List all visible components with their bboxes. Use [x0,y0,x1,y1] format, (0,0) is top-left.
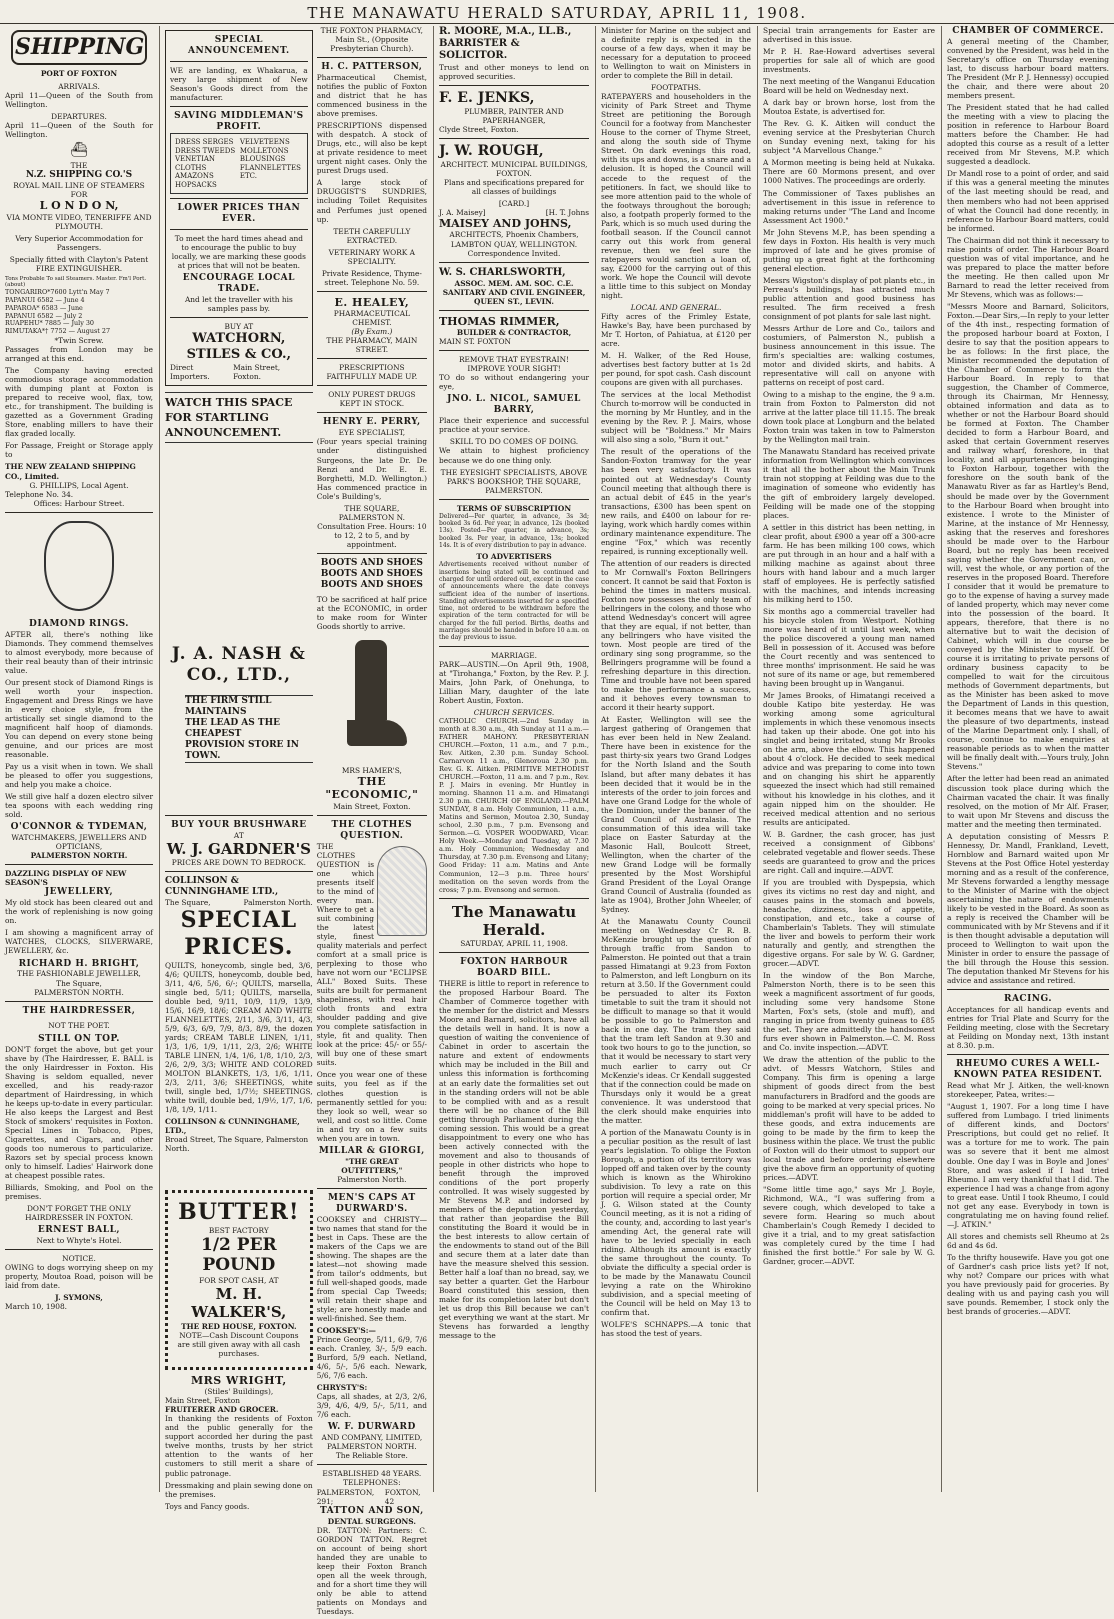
nz-via: VIA MONTE VIDEO, TENERIFFE AND PLYMOUTH. [6,212,152,231]
nz-company: THE NEW ZEALAND SHIPPING CO., Limited. [5,462,136,481]
veterinary: VETERINARY WORK A SPECIALITY. [328,247,416,266]
rimmer-sub: BUILDER & CONTRACTOR, [456,328,572,338]
diamond-trade: WATCHMAKERS, JEWELLERS AND OPTICIANS, [11,833,147,852]
jenks-name: F. E. JENKS, [439,89,535,106]
jenks-sub: PLUMBER, PAINTER AND PAPERHANGER, [464,106,564,125]
collinson2-name: COLLINSON & CUNNINGHAME, LTD., [165,1117,300,1136]
encourage-text: And let the traveller with his samples pass by. [184,295,293,314]
butter-price: 1/2 PER POUND [201,1234,277,1276]
local-item: The result of the operations of the Sandon-Foxton tramway for the year has been very satisfactory. It was pointed out at Wednesday's County Council meeting that although there is an actual debit of £45 in the year's transactions, £300 has been spent on new rails, and £400 on labour for re-laying, work which hardly comes within ordinary maintenance expenditure. The engine "Fox," which was recently repaired, is running exceptionally well. [601,447,751,556]
wright-sub: (Stiles' Buildings), [204,1387,274,1397]
minister-text: Minister for Marine on the subject and a definite reply is expected in the course of a few days, when it may be necessary for a deputation to proceed to Wellington to wait on Ministers in order to complete the Bill in detail. [601,26,751,81]
butter-title: BUTTER! [178,1198,300,1225]
goods-item: AMAZONS [175,172,214,181]
departures-heading: DEPARTURES. [51,111,107,121]
saving-heading: SAVING MIDDLEMAN'S PROFIT. [174,111,304,133]
card-label: [CARD.] [498,199,530,208]
shipping-logo: SHIPPING [11,30,147,65]
eyestrain-heading: REMOVE THAT EYESTRAIN! IMPROVE YOUR SIGHT! [458,355,570,374]
sailing-row: PAPAROA* 6583 — June [5,303,83,312]
column-6 [758,26,940,1492]
terms-heading: TERMS OF SUBSCRIPTION [456,503,572,513]
steamship-icon: ⛴ [70,142,88,159]
twin-screw-note: *Twin Screw. [54,336,104,346]
local-item: A portion of the Manawatu County is in a peculiar position as the result of last year's legislation. To oblige the Foxton Borough, a portion of its territory was lopped off and taken over by the county which is known as the Whirokino subdivision. To levy a rate on this portion will require a special order, Mr J. G. Wilson stated at the County Council meeting, as it is not a riding of the county, and, according to last year's amending Act, the general rate will have to be levied specially in each riding. Although its amount is exactly the same throughout the county. To obviate the difficulty a special order is to be made by the Manawatu Council levying a rate on the Whirokino subdivision, and a special meeting of the Council will be held on May 13 to confirm that. [601,1127,751,1318]
special-announcement: SPECIAL ANNOUNCEMENT. [188,35,290,56]
news-item: A settler in this district has been netting, in clear profit, about £900 a year off a 300-acre farm. He has been milking 100 cows, which are put through in an hour and a half with a milking machine as against about three hours with hand labour and a much larger staff of employees. He is perfectly satisfied with the machines, and intends increasing his milking herd to 150. [763,522,935,604]
news-item: Owing to a mishap to the engine, the 9 a.m. train from Foxton to Palmerston did not arrive at the latter place till 11.15. The break down took place at Longburn and the belated Foxton train was taken in tow to Palmerston by the Wellington mail train. [763,390,935,445]
footpaths-text: RATEPAYERS and householders in the vicinity of Park Street and Thyme Street are petitioning the Borough Council for a footway from Manchester House to the corner of Thyme Street, and along the south side of Thyme Street. On dark evenings this road, with its ups and downs, is a snare and a delusion. It is hoped the Council will accede to the request of the petitioners. In fact, we should like to see more attention paid to the whole of the footways throughout the borough; also, a footpath properly formed to the Park, which is so much used during the football season. If the Council cannot carry out this work from general revenue, then we feel sure the ratepayers would sanction a loan of, say, £2000 for the carrying out of this work. We hope the Council will devote a little time to this subject on Monday night. [601,92,752,300]
wolfe-advert: WOLFE'S SCHNAPPS.—A tonic that has stood the test of years. [601,1320,751,1339]
patterson-p2: PRESCRIPTIONS dispensed with despatch. A stock of Drugs, etc., will also be kept at private residence to meet urgent night cases. Only the purest Drugs used. [316,121,427,176]
christy-heading: CHRYSTY'S: [316,1383,368,1393]
millar-sub: "THE GREAT OUTFITTERS," [341,1156,403,1175]
news-item: Mr James Brooks, of Himatangi received a double Katipo bite yesterday. He was working among some agricultural implements in which these venomous insects had taken up their abode. One got into his singlet and being irritated, stung Mr Brooks on the arm, above the elbow. This happened about 4 o'clock. He decided to seek medical advice and was preparing to come into town and on changing his shirt he apparently squeezed the insect which had still remained without his knowledge in his clothes, and it again nipped him on the shoulder. He received medical attention and no serious results are anticipated. [763,691,935,827]
special-text: WE are landing, ex Whakarua, a very large shipment of New Season's Goods direct from the manufacturer. [170,65,308,103]
chamber-text: A deputation consisting of Messrs P. Hennessy, Dr. Mandl, Frankland, Levett, Hornblow and Barnard waited upon Mr Stevens at the Post Office Hotel yesterday morning and as a result of the conference, Mr Stevens forwarded a lengthy message to the Minister of Marine with the object ascertaining the nature of endowments likely to be vested in the Board. As soon as a reply is received the Chamber will be communicated with by Mr Stevens and if it is then thought advisable a deputation will proceed to Wellington to wait upon the Minister in order to ensure the passage of the bill through the House this session. The deputation thanked Mr Stevens for his advice and assistance and retired. [947,831,1109,986]
brushware-at: AT [233,830,244,840]
nz-london: L O N D O N, [39,199,119,213]
boots-text: TO be sacrificed at half price at the ECONOMIC, in order to make room for Winter Goods shortly to arrive. [316,594,427,631]
wright-dressmaking: Dressmaking and plain sewing done on the premises. [165,1480,313,1499]
patterson-p1: Pharmaceutical Chemist, notifies the public of Foxton and district that he has commenced business in the above premises. [316,73,427,119]
marriage-heading: MARRIAGE. [491,650,537,660]
news-item: In the window of the Bon Marche, Palmerston North, there is to be seen this week a magnificent assortment of fur goods, including some very handsome Stone Marten, Fox's sets, (stole and muff), and ranging in price from twenty guineas to £85 the set. They are admittedly the handsomest furs ever shown in Palmerston.—C. M. Ross and Co. invite inspection.—ADVT. [763,971,935,1053]
news-item: Mr John Stevens M.P., has been spending a few days in Foxton. His health is very much improved of late and he gives promise of putting up a great fight at the forthcoming general election. [763,227,935,273]
goods-item: HOPSACKS [175,180,217,189]
news-item: A dark bay or brown horse, lost from the Moutoa Estate, is advertised for. [763,98,935,117]
diamond-p3: Pay us a visit when in town. We shall be pleased to offer you suggestions, and help you make a choice. [5,762,153,790]
watch-line: WATCH THIS SPACE [165,396,293,410]
departures-text: April 11—Queen of the South for Wellington. [5,120,153,140]
butter-cash: FOR SPOT CASH, AT [199,1276,279,1286]
purest-drugs: ONLY PUREST DRUGS KEPT IN STOCK. [328,390,416,409]
rheumo-text: "August 1, 1907. For a long time I have suffered from Lumbago. I tried liniments of different kinds, and Doctors' Prescriptions, but could get no relief. It was a torture for me to work. The pain was so severe that it bent me almost double. One day I was in Boyle and Jones' Store, and was asked if I had tried Rheumo. I am very thankful that I did. The experience I had was a change from agony to great ease. Until I took Rheumo, I could not get any ease. Everybody in town is congratulating me on having found relief. —J. ATKIN." [947,1102,1109,1229]
column-2 [160,26,432,1616]
clothes-heading: THE CLOTHES QUESTION. [331,819,413,841]
nz-passages: Passages from London may be arranged at this end. [5,345,153,364]
diamond-firm: O'CONNOR & TYDEMAN, [10,822,148,833]
healey-by: (By Exam.) [351,327,393,337]
local-item: Fifty acres of the Frimley Estate, Hawke's Bay, have been purchased by Mr T. Horton, of Pahiatua, at £120 per acre. [601,311,751,349]
footpaths-heading: FOOTPATHS. [651,83,701,93]
wright-heading: FRUITERER AND GROCER. [165,1405,279,1415]
goods-item: FLANNELETTES [239,163,301,172]
rheumo-text: All stores and chemists sell Rheumo at 2s 6d and 4s 6d. [947,1231,1109,1250]
diamond-p1: AFTER all, there's nothing like Diamonds. They commend themselves to almost everybody, more because of their real beauty than of their intrinsic value. [5,629,153,675]
nz-for: FOR [70,190,88,200]
maisey-sub: ARCHITECTS, Phoenix Chambers, LAMBTON QUAY, WELLINGTON. [449,230,579,249]
maisey-right: [H. T. Johns [545,208,589,218]
hairdresser-p2: Billiards, Smoking, and Pool on the premises. [5,1183,153,1202]
healey-sub: PHARMACEUTICAL CHEMIST. [333,309,410,328]
special-prices: SPECIAL PRICES. [180,907,298,960]
notice-title: NOTICE. [62,1254,96,1264]
watch-line: ANNOUNCEMENT. [165,426,282,440]
hairdresser-heading: STILL ON TOP. [38,1033,120,1044]
tatton-established: ESTABLISHED 48 YEARS. [322,1469,422,1479]
news-item: The Manawatu Standard has received private information from Wellington which convinces it that all the bother about the Main Trunk train not stopping at Feilding was due to the imagination of someone who evidently has the gift of embroidery largely developed. Feilding will be made one of the stopping places. [763,447,935,520]
diamond-town: PALMERSTON NORTH. [30,851,128,861]
millar-name: MILLAR & GIORGI, [318,1145,425,1156]
watch-this-space [165,392,313,443]
nz-the: THE [70,161,88,171]
column-7 [942,26,1114,1492]
nash-slogan [185,695,313,763]
chamber-text: The Chairman did not think it necessary to raise points of order. The Harbour Board question was of vital importance, and he was prepared to place the matter before the meeting. He then called upon Mr Barnard to read the letter received from Mr Stevens, which was as follows:— [947,235,1109,299]
arrivals-heading: ARRIVALS. [58,81,100,91]
moore-text: Trust and other moneys to lend on approved securities. [439,62,589,81]
rough-name: J. W. ROUGH, [439,142,544,159]
local-item: The attention of our readers is directed to Mr Cornwall's Foxton Bellringers concert. It cannot be said that Foxton is behind the times in matters musical. Foxton now possesses the only team of bellringers in the colony, and those who attend Wednesday's concert will agree that they are equal, if not better, than any bellringers who have visited the town. Most people are tired of the ordinary sing song programme, so the Bellringers programme will be found a refreshing departure in this direction. Time and trouble have not been spared to make the performance a success, and it behoves every townsman to accord it their hearty support. [601,558,751,713]
patterson-p3: A large stock of DRUGGIST'S SUNDRIES, including Toilet Requisites and Perfumes just opened up. [316,178,427,224]
maisey-left: J. A. Maisey] [439,208,486,218]
nash-line: THE LEAD AS THE CHEAPEST [185,718,280,740]
racing-text: Acceptances for all handicap events and entries for Trial Plate and Scurry for the Feilding meeting, close with the Secretary at Feilding on Monday next, 13th instant at 8.30. p.m. [947,1005,1109,1051]
eyesight-specialists: THE EYESIGHT SPECIALISTS, ABOVE PARK'S BOOKSHOP, THE SQUARE, PALMERSTON. [440,467,588,495]
goods-list [170,133,308,194]
wright-toys: Toys and Fancy goods. [165,1501,250,1511]
foxton-pharmacy: THE FOXTON PHARMACY, Main St., (Opposite Presbyterian Church). [320,26,424,54]
walker-name: M. H. WALKER'S, [191,1285,287,1322]
sailing-row: PAPANUI 6582 — June 4 [5,296,85,304]
caps-text: COOKSEY and CHRISTY—two names that stand for the best in Caps. These are the makers of the Caps we are showing. The shapes are the latest—not showing made from tailor's oddments, but full well-shaped goods, made from special Cap Tweeds; will retain their shape and style; are honestly made and well-finished. See them. [316,1214,427,1324]
notice-name: J. SYMONS, [55,1293,103,1303]
nash-line: THE FIRM STILL MAINTAINS [185,696,272,718]
tatton-tel-foxton: FOXTON, 42 [384,1487,421,1506]
maisey-name: MAISEY AND JOHNS, [439,217,572,231]
diamond-p4: We still give half a dozen electro silver tea spoons with each wedding ring sold. [5,792,153,820]
marriage-text: PARK—AUSTIN.—On April 9th, 1908, at "Tirohanga," Foxton, by the Rev. P. J. Mairs, John Park, of Onehunga, to Lillian Mary, daughter of the late Robert Austin, Foxton. [439,659,589,705]
news-item: Six months ago a commercial traveller had his bicycle stolen from Westport. Nothing more was heard of it until last week, when the police discovered a young man named Bell in possession of it. Accused was before the Court recently and was sentenced to three months' imprisonment. He said he was not sure of its name or age, but remembered having been brought up in Wanganui. [763,606,935,689]
collinson-square: The Square, [165,897,211,907]
boot-icon [337,640,407,760]
sailing-row: TONGARIRO*7600 Lytt'n May 7 [5,288,110,297]
nz-offices: Offices: Harbour Street. [33,498,125,508]
tatton-text: DR. TATTON: Partners: C. GORDON TATTON. Regret on account of being short handed they are unable to keep their Foxton Branch open all the week through, and for a short time they will only be able to attend patients on Mondays and Tuesdays. [316,1525,427,1616]
clothes-text: THE CLOTHES QUESTION is one which presents itself to the mind of every man. Where to get a suit combining the latest style, finest quality materials and perfect comfort at a small price is perplexing to those who have not worn our "ECLIPSE ALL" Boxed Suits. These suits are built for permanent shapeliness, with real hair cloth fronts and extra shoulder padding and give you complete satisfaction in style, fit and quality. Then look at the price: 45/- or 55/- will buy one of these smart suits. [316,841,427,1068]
notice-date: March 10, 1908. [5,1302,68,1312]
charlsworth-sub: ASSOC. MEM. AM. SOC. C.E. SANITARY AND CIVIL ENGINEER, QUEEN ST., LEVIN. [442,278,586,306]
goods-item: MOLLETONS [239,146,289,155]
chamber-heading: CHAMBER OF COMMERCE. [952,26,1104,36]
boots-line: BOOTS AND SHOES [320,557,423,568]
watchorn-importers: Direct Importers. [170,363,210,382]
news-item: Special train arrangements for Easter are advertised in this issue. [763,26,935,45]
perry-text: (Four years special training under distinguished Surgeons, the late Dr. De Renzi and Dr. E. E. Borghetti, M.D. Wellington.) Has commenced practice in Cole's Building's, [316,437,427,501]
hairdresser-name: ERNEST BALL, [37,1225,121,1236]
tatton-telephones: TELEPHONES: [343,1478,401,1488]
diamond-ring-icon [44,521,114,611]
terms-text: Delivered—Per quarter, in advance, 3s 3d; booked 3s 6d. Per year, in advance, 12s (booked 13s). Posted—Per quarter, in advance, 3s; booked 3s. Per year, in advance, 13s; booked 14s. It is of every distribution to pay in advance. [439,512,589,549]
nz-title: N.Z. SHIPPING CO.'S [25,170,133,181]
nash-name: J. A. NASH & CO., LTD., [171,643,306,685]
boots-line: BOOTS AND SHOES [320,568,423,579]
durward-name: W. F. DURWARD [327,1422,416,1433]
goods-item: VENETIAN CLOTHS [175,155,216,172]
arrivals-text: April 11—Queen of the South from Wellington. [5,90,153,109]
economic-name: THE "ECONOMIC," [325,774,419,802]
news-item: A Mormon meeting is being held at Nukaka. There are 60 Mormons present, and over 1000 Natives. The proceedings are orderly. [763,158,935,186]
rheumo-heading: RHEUMO CURES A WELL-KNOWN PATEA RESIDENT. [953,1059,1103,1081]
jewellery-firm: RICHARD H. BRIGHT, [18,958,140,969]
lower-prices: LOWER PRICES THAN EVER. [177,203,301,225]
tatton-name: TATTON AND SON, [319,1505,424,1516]
local-general-heading: LOCAL AND GENERAL. [630,302,722,312]
perry-hours: Consultation Free. Hours: 10 to 12, 2 to 5, and by appointment. [317,521,427,549]
jewellery-town: PALMERSTON NORTH. [34,987,124,997]
butter-best: BEST FACTORY [208,1225,269,1235]
chamber-text: The President stated that he had called the meeting with a view to placing the position in reference to Harbour Board matters before the Chamber. He had adopted this course as a result of a letter received from Mr Stevens, M.P. which suggested a deadlock. [947,103,1109,167]
news-item: Messrs Arthur de Lore and Co., tailors and costumiers, of Palmerston N., publish a business announcement in this issue. The firm's specialties are: walking costumes, motor and divided skirts, and habits. A representative will call on anyone with patterns on receipt of post card. [763,323,935,388]
hairdresser-sub: NOT THE POET. [48,1020,110,1030]
correspondence: Correspondence Invited. [467,248,561,258]
encourage-heading: ENCOURAGE LOCAL TRADE. [182,273,295,295]
skill-heading: SKILL TO DO COMES OF DOING. [449,437,579,447]
church-heading: CHURCH SERVICES. [473,707,555,717]
lower-text: To meet the hard times ahead and to encourage the public to buy locally, we are marking these goods at prices that will not be beaten. [171,234,306,271]
eyestrain-text: TO do so without endangering your eye, [439,373,589,392]
news-item: Mr P. H. Rae-Howard advertises several properties for sale all of which are good investments. [763,47,935,75]
hamer-name: MRS HAMER'S, [341,765,402,775]
special-prices-list: QUILTS, honeycomb, single bed, 3/6, 4/6; QUILTS, honeycomb, double bed, 3/11, 4/6, 5/6, 6/-; QUILTS, marsella, single bed, 5/11; QUILTS, marsella, double bed, 9/11, 10/9, 11/9, 13/9, 15/6, 16/9, 18/6; CREAM AND WHITE FLANNELETTES, 2/11, 3/6, 3/11, 4/3, 5/9, 6/3, 6/9, 7/9, 8/3, 8/9, the dozen yards; CREAM TABLE LINEN, 1/11, 1/3, 1/6, 1/9, 1/11, 2/3, 2/6; WHITE TABLE LINEN, 1/4, 1/6, 1/8, 1/10, 2/3, 2/6, 2/9, 3/3; WHITE AND COLORED MOLTON BLANKETS, 1/3, 1/6, 1/11, 2/3, 2/11, 3/6; SHEETINGS, white twill, single bed, 1/7½; SHEETINGS, white twill, double bed, 1/9½, 1/7, 1/6, 1/8, 1/9, 1/11. [165,960,313,1115]
sailing-row: RUAPEHU* 7885 — July 30 [5,319,94,328]
news-item: The Commissioner of Taxes publishes an advertisement in this issue in reference to making returns under "The Land and Income Assessment Act 1900." [763,188,935,225]
sailing-table [5,276,153,336]
jewellery-title: JEWELLERY, [44,887,114,898]
hairdresser-p3: DON'T FORGET THE ONLY HAIRDRESSER IN FOXTON. [25,1204,133,1223]
rimmer-name: THOMAS RIMMER, [439,314,560,328]
goods-item: BLOUSINGS [239,155,286,164]
local-item: M. H. Walker, of the Red House, advertises best factory butter at 1s 2d per pound, for spot cash. Cash discount coupons are given with all purchases. [601,351,751,388]
sailing-row: RIMUTAKA*† 7752 — August 27 [5,327,111,336]
nash-line: PROVISION STORE IN TOWN. [185,740,299,762]
nicol-text: Place their experience and successful practice at your service. [439,416,589,435]
column-4 [434,26,594,1492]
advertisers-text: Advertisements received without number of insertions being stated will be continued and charged for until ordered out, except in the case of announcements where the date conveys sufficient idea of the number of insertions. Standing advertisements inserted for a specified time, not ordered to be withdrawn before the expiration of the term contracted for will be charged for the full period. Births, deaths and marriages should be handed in before 10 a.m. on the day previous to issue. [439,561,589,642]
patterson-name: H. C. PATTERSON, [321,62,423,73]
rheumo-text: Read what Mr J. Aitken, the well-known storekeeper, Patea, writes:— [947,1081,1109,1100]
goods-item: DRESS SERGES [175,138,234,146]
jewellery-addr: The Square, [56,978,102,988]
tatton-tel-palmerston: PALMERSTON, 291; [316,1487,375,1506]
wright-name: MRS WRIGHT, [190,1373,287,1387]
nz-accommodation: Very Superior Accommodation for Passengers. [15,233,143,252]
charlsworth-name: W. S. CHARLSWORTH, [439,266,566,278]
caps-heading: MEN'S CAPS AT DURWARD'S. [328,1192,416,1214]
economic-address: Main Street, Foxton. [333,801,411,811]
local-item: At the Manawatu County Council meeting on Wednesday Cr R. B. McKenzie brought up the question of through traffic from Sandon to Palmerston. He pointed out that a train passed Himatangi at 9.23 from Foxton to Palmerston, and left Longburn on its return at 3.50. If the Government could be persuaded to alter its Foxton timetable to suit the tram it should not be difficult to manage so that it would be possible to go to Palmerston and back in one day. The tram they said that the tram left Sandon at 9.30 and took two hours to go to the junction, so that it would be necessary to start very much earlier to carry out Cr McKenzie's ideas. Cr Kendall suggested that if the connection could be made on Thursdays only it would be a great convenience. It was understood that the clerk should make enquiries into the matter. [601,917,751,1125]
watchorn-address: Main Street, Foxton. [233,363,281,382]
racing-heading: RACING. [1003,994,1053,1005]
jenks-address: Clyde Street, Foxton. [439,124,519,134]
millar-town: Palmerston North. [337,1174,407,1184]
church-text: CATHOLIC CHURCH.—2nd Sunday in month at 8.30 a.m., 4th Sunday at 11 a.m.—FATHER MAHONY. PRESBYTERIAN CHURCH.—Foxton, 11 a.m., and 7 p.m., Rev. Aitken, 2.30 p.m. Sunday School. Carnarvon 11 a.m., Glenoroua 2.30 p.m. Rev. G. K. Aitken. PRIMITIVE METHODIST CHURCH.—Foxton, 11 a.m. and 7 p.m., Rev. P. J. Mairs in evening. Mr Huntley in morning. Shannon 11 a.m. and Himatangi 2.30 p.m. CHURCH OF ENGLAND.—PALM SUNDAY, 8 a.m. Holy Communion, 11 a.m., Matins and Sermon, Moutoa 2.30, Sunday school, 2.30 p.m., 7 p.m. Evensong and Sermon.—G. VOSPER WOODWARD, Vicar. Holy Week.—Monday and Tuesday, at 7.30 a.m. Holy Communion; Wednesday and Thursday, at 7.30 p.m. Evensong and Litany; Good Friday: 11 a.m. Matins and Ante Communion, 12—3 p.m. Three hours' meditation on the seven words from the cross; 7 p.m. Evensong and sermon. [439,716,589,894]
gardner-prices: PRICES ARE DOWN TO BEDROCK. [171,858,306,868]
advertisers-heading: TO ADVERTISERS [476,552,552,562]
news-item: W. B. Gardner, the cash grocer, has just received a consignment of Gibbons' celebrated vegetable and flower seeds. These seeds are guaranteed to grow and the prices are right. Call and inquire.—ADVT. [763,829,935,875]
moore-name: R. MOORE, M.A., LL.B., BARRISTER & SOLICITOR. [439,26,572,62]
collinson2-address: Broad Street, The Square, Palmerston North. [165,1135,309,1154]
nz-line: ROYAL MAIL LINE OF STEAMERS [13,181,145,191]
harbour-heading: FOXTON HARBOUR BOARD BILL. [460,957,568,979]
harbour-text: THERE is little to report in reference to the proposed Harbour Board. The Chamber of Commerce together with the member for the district and Messrs Moore and Barnard, solicitors, have all the details well in hand. It is now a question of waiting the convenience of Cabinet in order to ascertain the nature and extent of endowments which may be included in the Bill and unless this information is forthcoming at an early date the formalities set out in the standing orders will not be able to be complied with and as a result there will be no chance of the Bill getting through Parliament during the coming session. This would be a great disappointment to every one who has been actively connected with the movement and also to thousands of people in other districts who hope to benefit through the improved conditions of the port properly controlled. It was wisely suggested by Mr Stevens M.P. and indorsed by members of the deputation yesterday, that rather than jeopardise the Bill constituting the Board it would be in the best interests to allow certain of the endowments to stand out of the Bill and secure them at a later date than have the measure shelved this session. Better half a loaf than no bread, say, we say better a quarter. Get the Harbour Board constituted this session, then make for its completion later but don't let us drop this Bill because we can't get everything we want at the start. Mr Stevens has forwarded a lengthy message to the [439,979,589,1341]
news-item: The next meeting of the Wanganui Education Board will be held on Wednesday next. [763,77,935,96]
herald-title: The Manawatu Herald. [451,902,577,939]
diamond-p2: Our present stock of Diamond Rings is well worth your inspection. Engagement and Dress Rings we have in every choice style, from the artistically set single diamond to the magnificent half hoop of diamonds. You can depend on every stone being genuine, and our prices are most reasonable. [5,677,153,759]
jewellery-heading: DAZZLING DISPLAY OF NEW SEASON'S [5,869,127,888]
clothes-text-2: Once you wear one of these suits, you feel as if the clothes question is permanently settled for you: they look so well, wear so well, and cost so little. Come in and try on a few suits when you are in town. [316,1070,427,1143]
walker-note: NOTE—Cash Discount Coupons are still given away with all cash purchases. [177,1330,301,1358]
watchorn-name: WATCHORN, STILES & CO., [186,331,292,363]
goods-item: ETC. [239,172,257,181]
local-item: The services at the local Methodist Church to-morrow will be conducted in the morning by Mr Huntley, and in the evening by the Rev. P. J. Mairs, whose subject will be "Boldness." Mr Mairs will also sing a solo, "Burn it out." [601,390,751,445]
private-residence: Private Residence, Thyme-street. Telephone No. 59. [321,268,422,287]
masthead: THE MANAWATU HERALD SATURDAY, APRIL 11, 1908. [0,0,1114,24]
boots-line: BOOTS AND SHOES [320,579,423,590]
hairdresser-title: THE HAIRDRESSER, [22,1005,136,1016]
news-item: Messrs Wigston's display of pot plants etc., in Perreau's buildings, has attracted much public attention and good business has resulted. The firm received a fresh consignment of pot plants for sale last night. [763,275,935,321]
herald-date: SATURDAY, APRIL 11, 1908. [460,939,568,949]
wright-text: In thanking the residents of Foxton and the public generally for the support accorded her during the past twelve months, trusts by her strict attention to the wants of her customers to still merit a share of public patronage. [165,1414,313,1478]
goods-item: DRESS TWEEDS [175,146,236,155]
chamber-text: "Messrs Moore and Barnard, Solicitors, Foxton.—Dear Sirs,—In reply to your letter of the 4th inst., respecting formation of the proposed harbour board at Foxton, I desire to say that the position appears to be as follows: In the first place, the Minister recommended the deputation of the Chamber of Commerce to form the Harbour Board. In reply to that suggestion, the Chamber of Commerce, through its Chairman, Mr Hennessy, obtained information and data as to whether or not the Harbour Board should be formed at Foxton. The Chamber decided to form a Harbour Board, and asked that certain Government reserves and railway wharf, foreshore, in that locality, and all appurtenances belonging to Foxton Harbour, together with the foreshore on the south bank of the Manawatu River as far as Hartley's Bend, should be made over by the Government to the Harbour Board when brought into existence. I wrote to the Minister of Marine, at the instance of Mr Hennessy, asking that the reserves and foreshores should be made over to the Harbour Board, but no reply has been received saying whether the Government can, or will, vest the whole, or any portion of the reserves in the proposed Board. Therefore I consider that it would be premature to go to the expense of having a survey made of landed property, which may never come into the possession of the board. It appears, therefore, that there is no alternative but to wait the decision of Cabinet, which will in due course be conveyed by the Minister to myself. Of course it is irritating to private persons of ordinary business capacity to be compelled to wait for the circuitous methods of Government departments, but as the Minister has been asked to move the Department of Lands in this question, it becomes means that we have to await the pleasure of two departments, instead of the Marine Department only. I shall, of course, continue to make enquiries at reasonable periods as to when the matter will be finally dealt with.—Yours truly, John Stevens." [947,301,1109,772]
goods-item: VELVETEENS [239,138,290,146]
notice-text: OWING to dogs worrying sheep on my property, Moutoa Road, poison will be laid from date. [5,1263,153,1291]
local-item: At Easter, Wellington will see the largest gathering of Orangemen that has ever been held in New Zealand. There have been in existence for the past thirty-six years two Grand Lodges for the North Island and the South Island, but after many debates it has been decided that it would be in the interests of the order to join forces and have one Grand Lodge for the whole of the Dominion, under the banner of the Grand Council of Australasia. The consummation of this idea will take place on Easter Saturday at the Masonic Hall, Boulcott Street, Wellington, when the charter of the new Grand Lodge will be formally presented by the Most Worshipful Grand President of the Loyal Orange Grand Council of Australia (founded as late as 1904), Brother John Wheeler, of Sydney. [601,715,751,914]
perry-addr: THE SQUARE, PALMERSTON N. [338,503,405,522]
rheumo-text: To the thrifty housewife. Have you got one of Gardner's cash price lists yet? If not, why not? Compare our prices with what you have previously paid for groceries. By dealing with us and paying cash you will save pounds. Remember, I stock only the best brands of groceries.—ADVT. [947,1252,1109,1316]
collinson-name: COLLINSON & CUNNINGHAME LTD., [165,876,279,898]
durward-sub: AND COMPANY, LIMITED, PALMERSTON NORTH. [321,1433,423,1452]
nicol-barry: JNO. L. NICOL, SAMUEL BARRY, [447,394,581,416]
chamber-text: After the letter had been read an animated discussion took place during which the Chairman vacated the chair. It was finally resolved, on the motion of Mr Alf. Fraser, to wait upon Mr Stevens and discuss the matter and the meeting then terminated. [947,774,1109,829]
jewellery-p1: My old stock has been cleared out and the work of replenishing is now going on. [5,898,153,926]
nz-extinguisher: Specially fitted with Clayton's Patent FIRE EXTINGUISHER. [9,254,149,273]
nz-apply: For Passage, Freight or Storage apply to [5,441,153,460]
news-item: If you are troubled with Dyspepsia, which gives its victims no rest day and night, and causes pains in the stomach and bowels, headache, dizziness, loss of appetite, constipation, and etc., take a course of Chamberlain's Tablets. They will stimulate the liver and bowels to perform their work naturally and gently, and strengthen the digestive organs. For sale by W. G. Gardner, grocer.—ADVT. [763,877,935,969]
watchorn-ad [165,30,313,386]
hairdresser-p1: DON'T forget the above, but get your shave by (The Hairdresser, E. BALL is the only Hairdresser in Foxton. His Shaving is seldom equalled, never excelled, and his ready-razor department of Hairdressing, in which he keeps up-to-date in every particular. He also keeps the Largest and Best Stock of smokers' requisites in Foxton. Special Lines in Tobacco, Pipes, Cigarettes, and Cigars, and other goods too numerous to particularize. Razors set by special process known only to himself. Ladies' Hairwork done at cheapest possible rates. [5,1044,153,1180]
christy-text: Caps, all shades, at 2/3, 2/6, 3/9, 4/6, 4/9, 5/-, 5/11, and 7/6 each. [316,1392,427,1420]
nz-storage: The Company having erected commodious storage accommodation with dumping plant at Foxton is prepared to receive wool, flax, tow, etc., for transhipment. The building is gazetted as a Government Grading Store, enabling millers to have their flax graded locally. [5,366,153,439]
chamber-text: A general meeting of the Chamber, convened by the President, was held in the Secretary's office on Thursday evening last, to discuss harbour board matters. The President (Mr P. J. Hennessy) occupied the chair, and there were about 20 members present. [947,36,1109,101]
cooksey-heading: COOKSEY'S:— [316,1326,376,1336]
healey-addr: THE PHARMACY, MAIN STREET. [326,336,418,355]
jewellery-sub: THE FASHIONABLE JEWELLER, [17,969,141,979]
perry-name: HENRY E. PERRY, [323,417,421,428]
walker-address: THE RED HOUSE, FOXTON. [181,1321,297,1331]
news-item: The Rev. G. K. Aitken will conduct the evening service at the Presbyterian Church on Sunday evening next, taking for his subject "A Marvellous Change." [763,119,935,156]
cooksey-text: Prince George, 5/11, 6/9, 7/6 each. Cranley, 3/-, 5/9 each. Burford, 5/9 each. Netland, 4/6, 5/-, 5/6 each. Newark, 5/6, 7/6 each. [316,1335,427,1381]
rough-text: Plans and specifications prepared for all classes of buildings [444,177,584,196]
watch-line: FOR STARTLING [165,411,269,425]
perry-sub: EYE SPECIALIST, [338,428,406,438]
news-item: "Some little time ago," says Mr J. Boyle, Richmond, W.A., "I was suffering from a severe cough, which developed to take a severe form. Hearing so much about Chamberlain's Cough Remedy I decided to give it a trial, and to my great satisfaction was completely cured by the time I had finished the first bottle." For sale by W. G. Gardner, grocer.—ADVT. [763,1184,935,1267]
column-5 [596,26,756,1492]
healey-name: E. HEALEY, [334,295,410,309]
butter-ad [165,1190,313,1370]
brushware-heading: BUY YOUR BRUSHWARE [171,819,307,830]
gardner-name: W. J. GARDNER'S [166,839,311,858]
nz-agent: G. PHILLIPS, Local Agent. [29,480,129,490]
jewellery-p2: I am showing a magnificent array of WATCHES, CLOCKS, SILVERWARE, JEWELLERY, &c. [5,928,153,956]
tatton-sub: DENTAL SURGEONS. [327,1516,416,1526]
wright-address: Main Street, Foxton [165,1396,240,1406]
sailing-row: PAPANUI 6582 — July 2 [5,311,83,320]
port-title: PORT OF FOXTON [40,68,118,78]
collinson-town: Palmerston North. [243,897,313,907]
rough-sub: ARCHITECT. MUNICIPAL BUILDINGS, FOXTON. [440,159,588,178]
buy-at: BUY AT [224,322,254,332]
column-1 [0,26,158,1492]
news-item: We draw the attention of the public to the advt. of Messrs Watchorn, Stiles and Company. This firm is opening a large shipment of goods direct from the best manufacturers in Bradford and the goods are going to be marked at very special prices. No middleman's profit will have to be added to these goods, and extra inducements are going to be made by the firm to keep the business within the place. We trust the public of Foxton will do their utmost to support our local trade and before ordering elsewhere give the above firm an opportunity of quoting prices.—ADVT. [763,1055,935,1182]
teeth-extracted: TEETH CAREFULLY EXTRACTED. [333,226,411,245]
rimmer-address: MAIN ST. FOXTON [439,337,512,347]
hairdresser-next: Next to Whyte's Hotel. [36,1236,122,1246]
skill-text: We attain to highest proficiency because we do one thing only. [439,446,589,465]
chamber-text: Dr Mandl rose to a point of order, and said if this was a general meeting the minutes of the last meeting should be read, and then members who had not been apprised of what the Council had done recently, in reference to Harbour Board matters, could be informed. [947,169,1109,233]
suit-figure-icon [377,846,427,936]
diamond-title: DIAMOND RINGS. [29,618,129,629]
prescriptions: PRESCRIPTIONS FAITHFULLY MADE UP. [326,363,418,382]
sailing-table-head: Tons Probable To sail Steamers. Master. Fm'l Port. (about) [5,275,147,289]
nz-telephone: Telephone No. 34. [5,489,74,499]
durward-reliable: The Reliable Store. [335,1451,408,1461]
